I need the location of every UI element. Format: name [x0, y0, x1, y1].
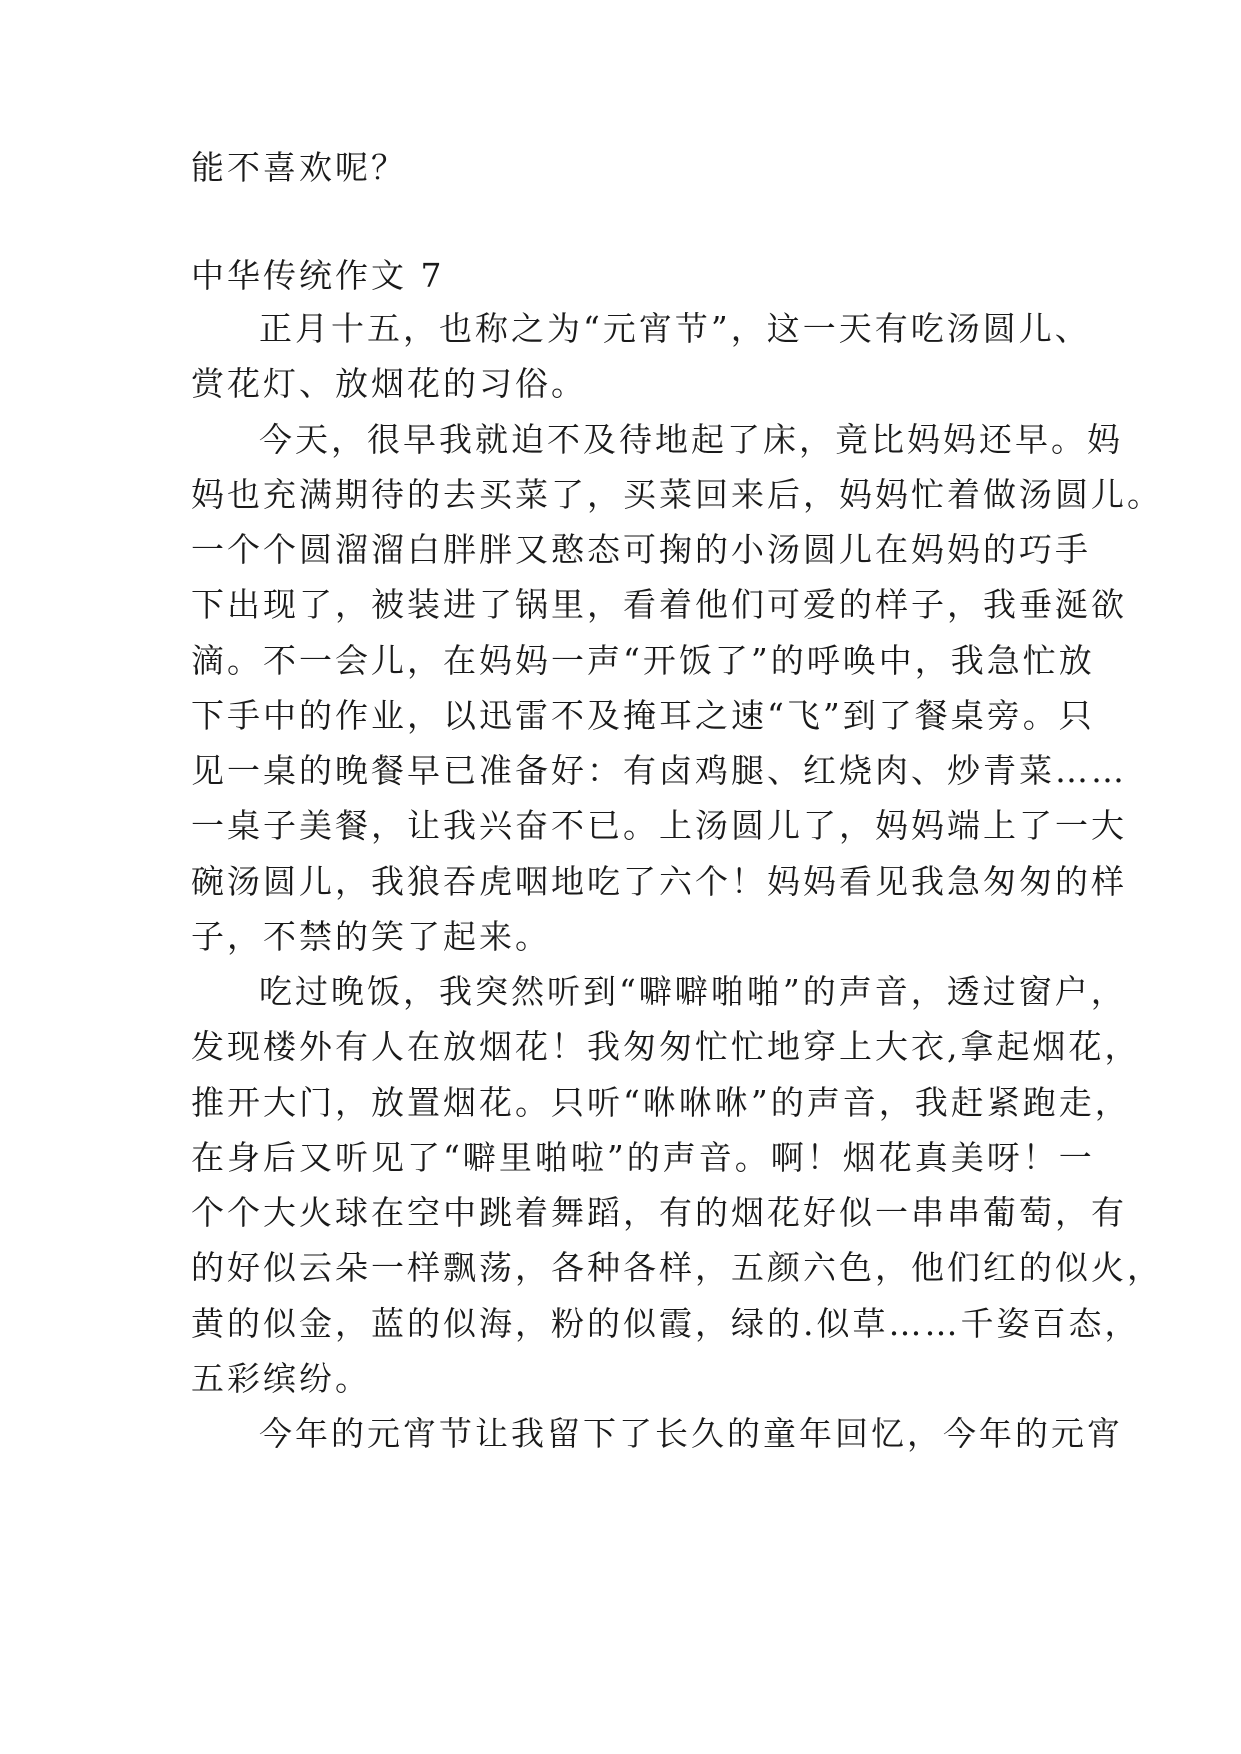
paragraph-line: 一个个圆溜溜白胖胖又憨态可掬的小汤圆儿在妈妈的巧手 — [191, 530, 1091, 569]
paragraph-line: 子，不禁的笑了起来。 — [191, 917, 551, 956]
paragraph-line: 碗汤圆儿，我狼吞虎咽地吃了六个！妈妈看见我急匆匆的样 — [191, 862, 1127, 901]
paragraph-line: 吃过晚饭，我突然听到“噼噼啪啪”的声音，透过窗户， — [259, 972, 1127, 1011]
paragraph-line: 推开大门，放置烟花。只听“咻咻咻”的声音，我赶紧跑走， — [191, 1083, 1131, 1122]
paragraph-line: 赏花灯、放烟花的习俗。 — [191, 364, 587, 403]
paragraph-line: 下出现了，被装进了锅里，看着他们可爱的样子，我垂涎欲 — [191, 585, 1127, 624]
paragraph-line: 滴。不一会儿，在妈妈一声“开饭了”的呼唤中，我急忙放 — [191, 641, 1095, 680]
paragraph-line: 黄的似金，蓝的似海，粉的似霞，绿的.似草……千姿百态， — [191, 1304, 1141, 1343]
carryover-line: 能不喜欢呢？ — [191, 148, 407, 187]
paragraph-line: 正月十五，也称之为“元宵节”，这一天有吃汤圆儿、 — [259, 309, 1091, 348]
paragraph-line: 在身后又听见了“噼里啪啦”的声音。啊！烟花真美呀！一 — [191, 1138, 1095, 1177]
paragraph-line: 发现楼外有人在放烟花！我匆匆忙忙地穿上大衣,拿起烟花， — [191, 1027, 1141, 1066]
paragraph-line: 五彩缤纷。 — [191, 1359, 371, 1398]
paragraph-line: 一桌子美餐，让我兴奋不已。上汤圆儿了，妈妈端上了一大 — [191, 806, 1127, 845]
essay-heading: 中华传统作文 7 — [191, 256, 445, 295]
paragraph-line: 下手中的作业，以迅雷不及掩耳之速“飞”到了餐桌旁。只 — [191, 696, 1095, 735]
paragraph-line: 见一桌的晚餐早已准备好：有卤鸡腿、红烧肉、炒青菜…… — [191, 751, 1127, 790]
paragraph-line: 妈也充满期待的去买菜了，买菜回来后，妈妈忙着做汤圆儿。 — [191, 475, 1163, 514]
paragraph-line: 的好似云朵一样飘荡，各种各样，五颜六色，他们红的似火， — [191, 1248, 1163, 1287]
paragraph-line: 今年的元宵节让我留下了长久的童年回忆，今年的元宵 — [259, 1414, 1123, 1453]
paragraph-line: 今天，很早我就迫不及待地起了床，竟比妈妈还早。妈 — [259, 420, 1123, 459]
paragraph-line: 个个大火球在空中跳着舞蹈，有的烟花好似一串串葡萄，有 — [191, 1193, 1127, 1232]
